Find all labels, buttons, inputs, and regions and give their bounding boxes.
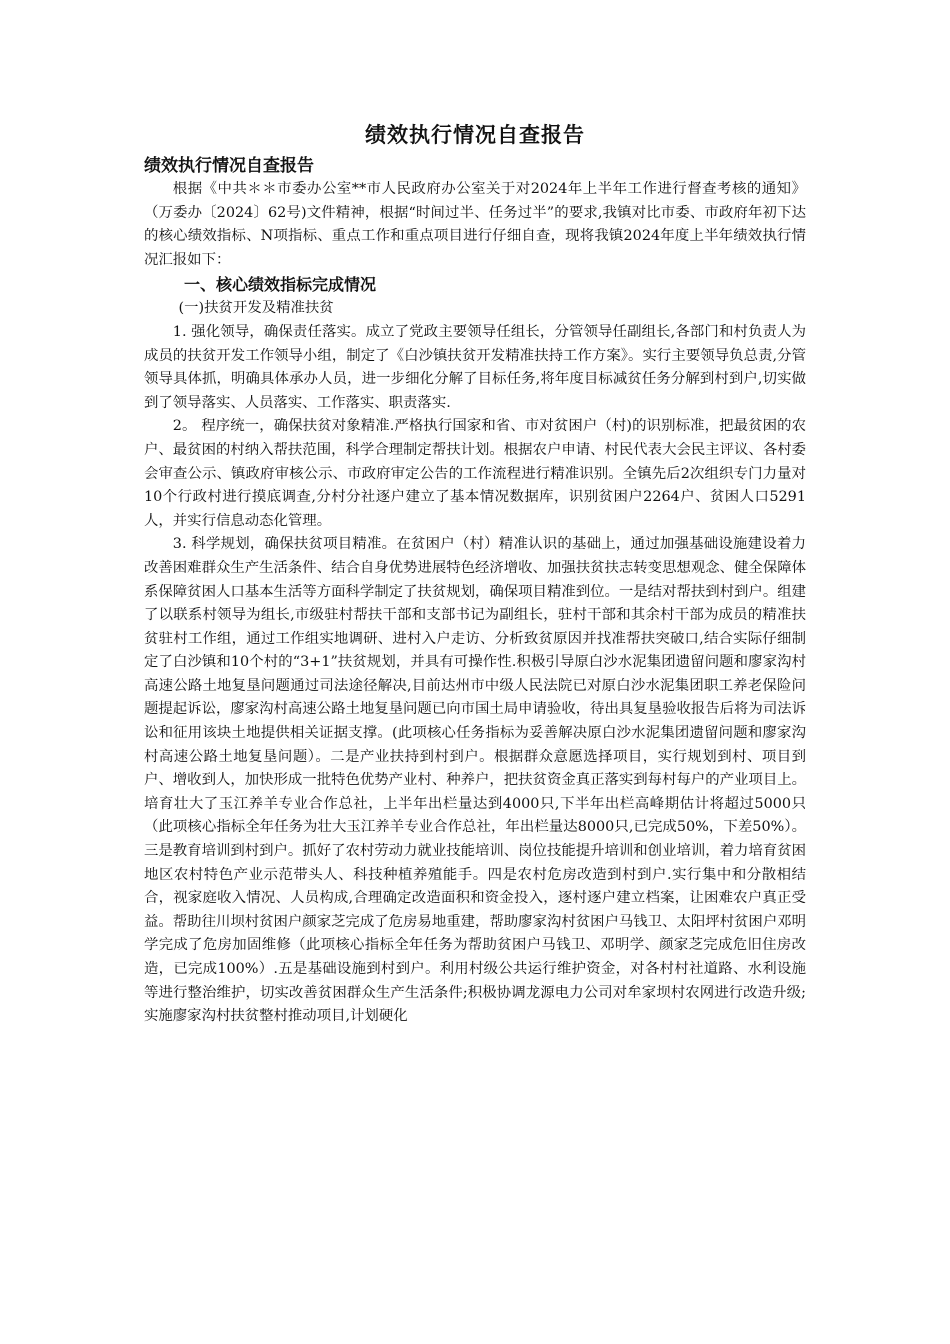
subsection-heading: (一)扶贫开发及精准扶贫 bbox=[178, 300, 334, 317]
section-heading: 一、核心绩效指标完成情况 bbox=[184, 275, 377, 295]
body-paragraph-1: 1. 强化领导，确保责任落实。成立了党政主要领导任组长，分管领导任副组长,各部门和村负责人为成员的扶贫开发工作领导小组，制定了《白沙镇扶贫开发精准扶持工作方案》。实行主要领导负总责,分管领导具体抓，明确具体承办人员，进一步细化分解了目标任务,将年度目标减贫任务分解到村到户,切实做到了领导落实、人员落实、工作落实、职责落实. bbox=[144, 323, 806, 411]
document-subtitle: 绩效执行情况自查报告 bbox=[144, 156, 314, 176]
document-title: 绩效执行情况自查报告 bbox=[365, 122, 585, 147]
body-paragraph-2: 2。 程序统一，确保扶贫对象精准.严格执行国家和省、市对贫困户（村)的识别标准，把最贫困的农户、最贫困的村纳入帮扶范围，科学合理制定帮扶计划。根据农户申请、村民代表大会民主评议、各村委会审查公示、镇政府审核公示、市政府审定公告的工作流程进行精准识别。全镇先后2次组织专门力量对10个行政村进行摸底调查,分村分社逐户建立了基本情况数据库，识别贫困户2264户、贫困人口5291人，并实行信息动态化管理。 bbox=[144, 418, 806, 529]
body-paragraph-3: 3. 科学规划，确保扶贫项目精准。在贫困户（村）精准认识的基础上，通过加强基础设施建设着力改善困难群众生产生活条件、结合自身优势进展特色经济增收、加强扶贫扶志转变思想观念、健全保障体系保障贫困人口基本生活等方面科学制定了扶贫规划，确保项目精准到位。一是结对帮扶到村到户。组建了以联系村领导为组长,市级驻村帮扶干部和支部书记为副组长，驻村干部和其余村干部为成员的精准扶贫驻村工作组，通过工作组实地调研、进村入户走访、分析致贫原因并找准帮扶突破口,结合实际仔细制定了白沙镇和10个村的“3+1”扶贫规划，并具有可操作性.积极引导原白沙水泥集团遗留问题和廖家沟村高速公路土地复垦问题通过司法途径解决,目前达州市中级人民法院已对原白沙水泥集团职工养老保险问题提起诉讼，廖家沟村高速公路土地复垦问题已向市国土局申请验收，待出具复垦验收报告后将为司法诉讼和征用该块土地提供相关证据支撑。(此项核心任务指标为妥善解决原白沙水泥集团遗留问题和廖家沟村高速公路土地复垦问题）。二是产业扶持到村到户。根据群众意愿选择项目，实行规划到村、项目到户、增收到人，加快形成一批特色优势产业村、种养户，把扶贫资金真正落实到每村每户的产业项目上。培育壮大了玉江养羊专业合作总社，上半年出栏量达到4000只,下半年出栏高峰期估计将超过5000只（此项核心指标全年任务为壮大玉江养羊专业合作总社，年出栏量达8000只,已完成50%，下差50%）。三是教育培训到村到户。抓好了农村劳动力就业技能培训、岗位技能提升培训和创业培训，着力培育贫困地区农村特色产业示范带头人、科技种植养殖能手。四是农村危房改造到村到户.实行集中和分散相结合，视家庭收入情况、人员构成,合理确定改造面积和资金投入，逐村逐户建立档案，让困难农户真正受益。帮助往川坝村贫困户颜家芝完成了危房易地重建，帮助廖家沟村贫困户马钱卫、太阳坪村贫困户邓明学完成了危房加固维修（此项核心指标全年任务为帮助贫困户马钱卫、邓明学、颜家芝完成危旧住房改造，已完成100%）.五是基础设施到村到户。利用村级公共运行维护资金，对各村村社道路、水利设施等进行整治维护，切实改善贫困群众生产生活条件;积极协调龙源电力公司对牟家坝村农网进行改造升级;实施廖家沟村扶贫整村推动项目,计划硬化 bbox=[144, 536, 807, 1025]
document-page bbox=[144, 118, 806, 1029]
intro-paragraph: 根据《中共＊＊市委办公室**市人民政府办公室关于对2024年上半年工作进行督查考核的通知》（万委办〔2024〕62号)文件精神，根据“时间过半、任务过半”的要求,我镇对比市委、市政府年初下达的核心绩效指标、N项指标、重点工作和重点项目进行仔细自查，现将我镇2024年度上半年绩效执行情况汇报如下： bbox=[144, 181, 806, 268]
